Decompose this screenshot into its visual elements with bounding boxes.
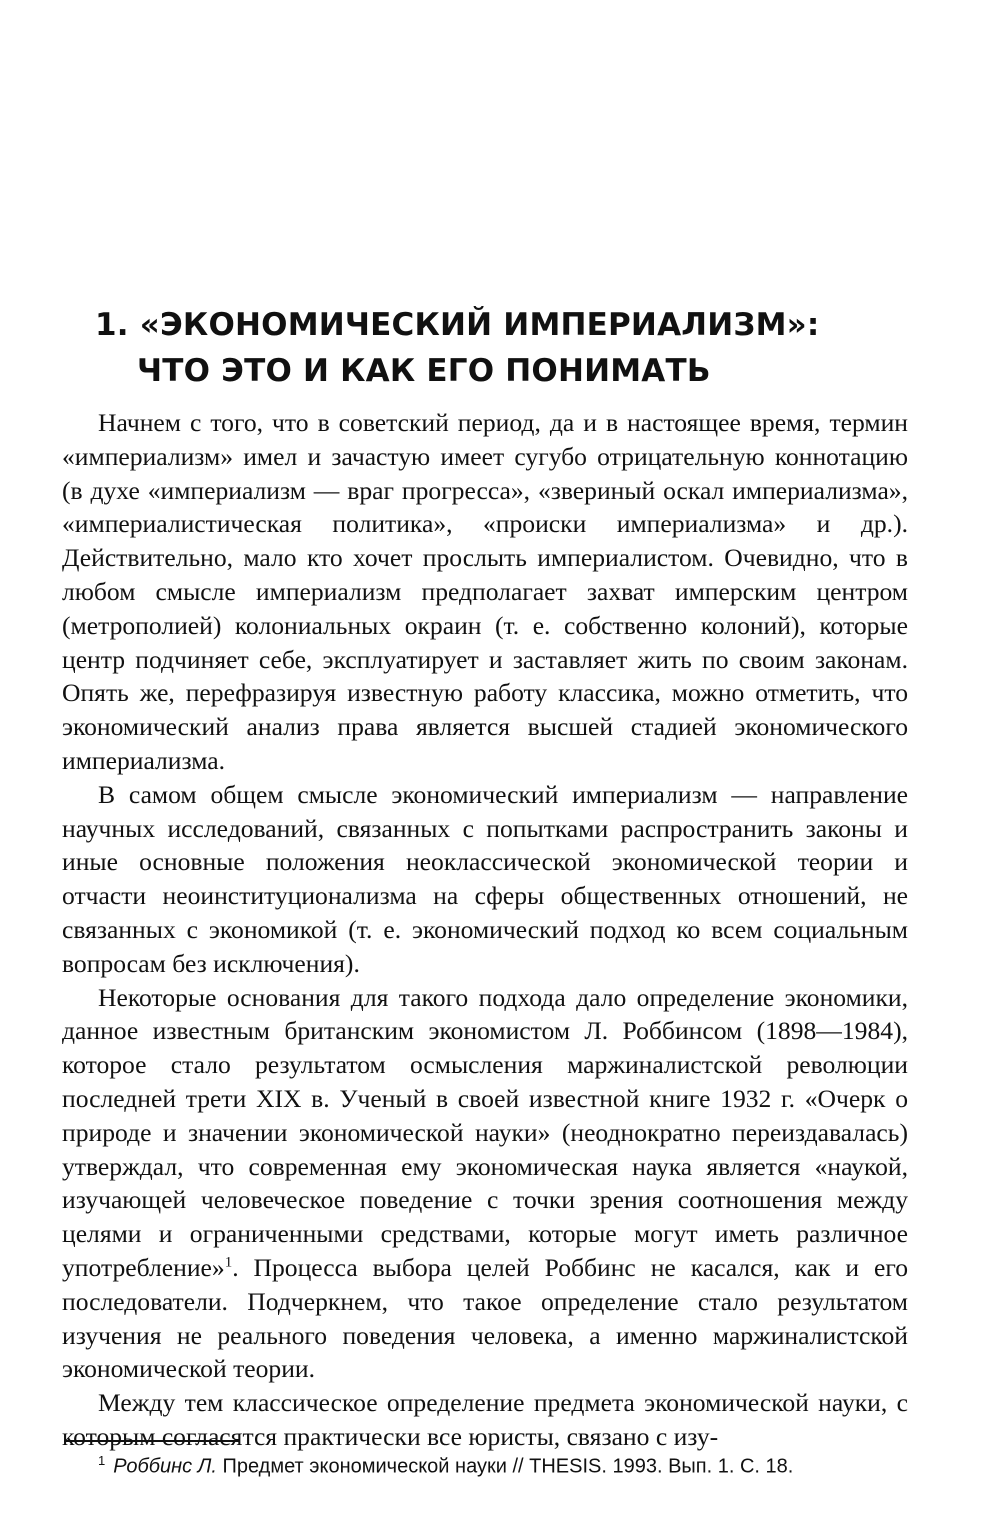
paragraph-3-text-continued: . Процесса выбора целей Роббинс не касался, как и его последователи. Подчеркнем, что такое определение стало результатом изучения не реального поведения человека, а именно маржиналистской экономической теории. [62, 1252, 908, 1384]
footnote-divider [64, 1440, 240, 1442]
chapter-heading [95, 302, 915, 394]
paragraph-3 [62, 981, 908, 1387]
footnote-reference[interactable]: 1 [224, 1254, 233, 1271]
paragraph-3-text: Некоторые основания для такого подхода дало определение экономики, данное известным британским экономистом Л. Роббинсом (1898—1984), которое стало результатом осмысления маржиналистской революции последней трети XIX в. Ученый в своей известной книге 1932 г. «Очерк о природе и значении экономической науки» (неоднократно переиздавалась) утверждал, что современная ему экономическая наука является «наукой, изучающей человеческое поведение с точки зрения соотношения между целями и ограниченными средствами, которые могут иметь различное употребление» [62, 982, 908, 1282]
footnote-text: Предмет экономической науки // THESIS. 1993. Вып. 1. С. 18. [216, 1455, 794, 1478]
body-text [62, 406, 908, 1454]
paragraph-4-text: Между тем классическое определение предмета экономической науки, с которым согласятся практически все юристы, связано с изу- [62, 1388, 908, 1451]
chapter-heading-line-2: ЧТО ЭТО И КАК ЕГО ПОНИМАТЬ [137, 353, 711, 389]
footnote-mark: 1 [98, 1453, 106, 1468]
paragraph-2 [62, 778, 908, 981]
footnote [98, 1448, 918, 1480]
paragraph-2-text: В самом общем смысле экономический империализм — направление научных исследований, связанных с попытками распространить законы и иные основные положения неоклассической экономической теории и отчасти неоинституционализма на сферы общественных отношений, не связанных с экономикой (т. е. экономический подход ко всем социальным вопросам без исключения). [62, 779, 908, 978]
chapter-heading-line-1: 1. «ЭКОНОМИЧЕСКИЙ ИМПЕРИАЛИЗМ»: [95, 307, 820, 343]
paragraph-1 [62, 406, 908, 778]
paragraph-4 [62, 1386, 908, 1454]
footnote-author: Роббинс Л. [113, 1455, 217, 1478]
paragraph-1-text: Начнем с того, что в советский период, да и в настоящее время, термин «империализм» имел и зачастую имеет сугубо отрицательную коннотацию (в духе «империализм — враг прогресса», «звериный оскал империализма», «империалистическая политика», «происки империализма» и др.). Действительно, мало кто хочет прослыть империалистом. Очевидно, что в любом смысле империализм предполагает захват имперским центром (метрополией) колониальных окраин (т. е. собственно колоний), которые центр подчиняет себе, эксплуатирует и заставляет жить по своим законам. Опять же, перефразируя известную работу классика, можно отметить, что экономический анализ права является высшей стадией экономического империализма. [62, 408, 908, 775]
